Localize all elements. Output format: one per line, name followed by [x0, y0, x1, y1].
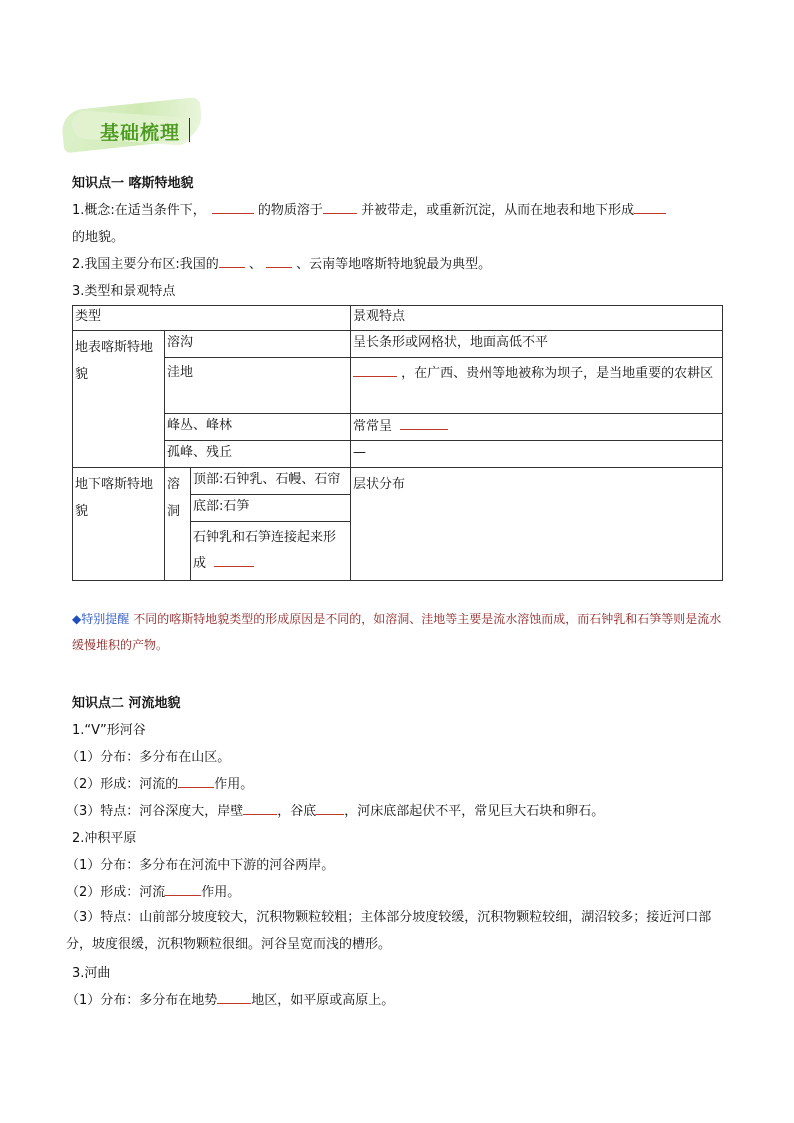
section1-heading: 知识点一 喀斯特地貌	[72, 176, 194, 191]
cave-part: 底部:石笋	[191, 495, 351, 522]
item2-text-b: 、	[244, 257, 262, 272]
cave-part: 顶部:石钟乳、石幔、石帘	[191, 468, 351, 495]
text: ，河床底部起伏不平，常见巨大石块和卵石。	[344, 804, 605, 819]
item1-text-a: 1.概念:在适当条件下，	[72, 203, 206, 218]
diamond-icon: ◆	[72, 612, 82, 626]
text: （2）形成：河流的	[66, 777, 179, 792]
row-feature: 常常呈	[353, 419, 397, 434]
text: （2）形成：河流	[66, 885, 166, 900]
section1-item1-cont: 的地貌。	[72, 230, 125, 245]
reminder-label: 特别提醒	[81, 612, 130, 626]
alluvial-distribution: （1）分布：多分布在河流中下游的河谷两岸。	[66, 858, 335, 873]
reminder-text: 不同的喀斯特地貌类型的形成原因是不同的，如溶洞、洼地等主要是流水溶蚀而成，而石钟乳和石笋等则是流水缓慢堆积的产物。	[72, 612, 722, 652]
v-valley-features	[66, 800, 604, 819]
item2-text-c: 、云南等地喀斯特地貌最为典型。	[291, 257, 492, 272]
v-valley-title: 1.“V”形河谷	[72, 723, 146, 738]
row-feature: 呈长条形或网格状，地面高低不平	[351, 331, 723, 358]
v-valley-distribution: （1）分布：多分布在山区。	[66, 750, 231, 765]
row-name: 洼地	[165, 358, 351, 414]
fill-blank[interactable]	[323, 201, 357, 214]
alluvial-features: （3）特点：山前部分坡度较大，沉积物颗粒较粗；主体部分坡度较缓，沉积物颗粒较细，湖沼较多；接近河口部分，坡度很缓，沉积物颗粒很细。河谷呈宽而浅的槽形。	[66, 910, 712, 952]
text: （1）分布：多分布在地势	[66, 993, 218, 1008]
fill-blank[interactable]	[634, 201, 666, 214]
cave-label: 溶洞	[165, 468, 191, 581]
fill-blank[interactable]	[219, 255, 245, 268]
section1-item2	[72, 253, 491, 272]
fill-blank[interactable]	[266, 255, 292, 268]
fill-blank[interactable]	[353, 364, 397, 377]
row-feature: —	[351, 441, 723, 468]
karst-type-table	[72, 305, 723, 581]
row-feature-cell	[351, 358, 723, 414]
row-name: 孤峰、残丘	[165, 441, 351, 468]
header-type: 类型	[73, 306, 351, 331]
text: 作用。	[214, 777, 254, 792]
special-reminder	[72, 606, 732, 658]
meander-title: 3.河曲	[72, 966, 111, 981]
surface-karst-label: 地表喀斯特地貌	[73, 331, 165, 468]
fill-blank[interactable]	[212, 201, 254, 214]
item1-text-c: 并被带走，或重新沉淀，从而在地表和地下形成	[356, 203, 635, 218]
text: （3）特点：河谷深度大，岸壁	[66, 804, 244, 819]
fill-blank[interactable]	[165, 883, 201, 896]
fill-blank[interactable]	[178, 775, 214, 788]
underground-karst-label: 地下喀斯特地貌	[73, 468, 165, 581]
text: ，谷底	[277, 804, 317, 819]
cave-part: 石钟乳和石笋连接起来形成	[193, 530, 337, 571]
banner-title: 基础梳理	[100, 122, 181, 144]
section1-item1	[72, 199, 666, 218]
fill-blank[interactable]	[400, 417, 448, 430]
text-cursor	[189, 118, 190, 142]
header-feature: 景观特点	[351, 306, 723, 331]
row-name: 溶沟	[165, 331, 351, 358]
section2-heading: 知识点二 河流地貌	[72, 696, 181, 711]
v-valley-formation	[66, 773, 253, 792]
alluvial-formation	[66, 881, 240, 900]
fill-blank[interactable]	[217, 991, 251, 1004]
item1-text-b: 的物质溶于	[253, 203, 323, 218]
item2-text-a: 2.我国主要分布区:我国的	[72, 257, 219, 272]
section1-item3: 3.类型和景观特点	[72, 284, 176, 299]
row-name: 峰丛、峰林	[165, 414, 351, 441]
text: 作用。	[201, 885, 241, 900]
section-banner	[62, 96, 212, 156]
fill-blank[interactable]	[243, 802, 277, 815]
fill-blank[interactable]	[214, 554, 254, 567]
text: 地区，如平原或高原上。	[251, 993, 395, 1008]
alluvial-plain-title: 2.冲积平原	[72, 831, 137, 846]
cave-part-cell	[191, 522, 351, 581]
fill-blank[interactable]	[316, 802, 344, 815]
row-feature-cell	[351, 414, 723, 441]
meander-distribution	[66, 989, 394, 1008]
row-feature: ，在广西、贵州等地被称为坝子，是当地重要的农耕区	[401, 366, 714, 381]
underground-feature: 层状分布	[351, 468, 723, 581]
